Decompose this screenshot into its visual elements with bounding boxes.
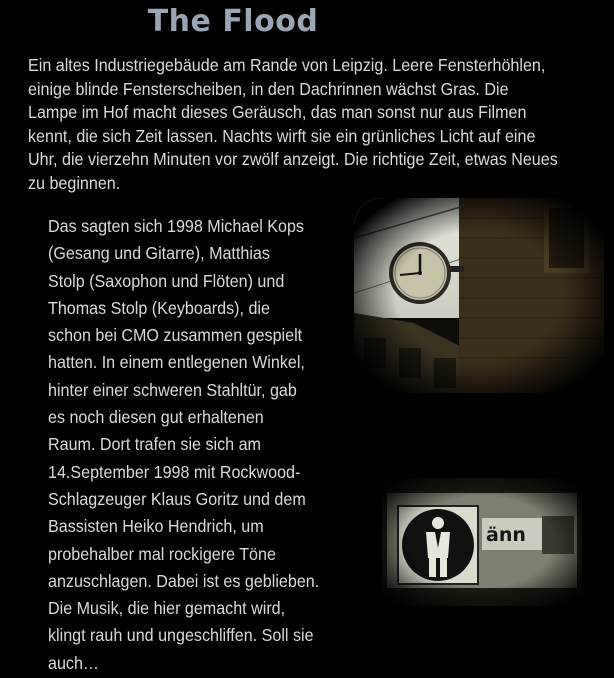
story-line: schon bei CMO zusammen gespielt (48, 325, 303, 346)
story-line: probehalber mal rockigere Töne (48, 543, 276, 564)
page-title: The Flood (147, 4, 319, 39)
story-line: 14.September 1998 mit Rockwood- (48, 461, 301, 482)
story-line: Stolp (Saxophon und Flöten) und (48, 270, 285, 291)
story-line: auch… (48, 652, 100, 673)
story-line: Bassisten Heiko Hendrich, um (48, 516, 264, 537)
door-sign-photo (382, 478, 582, 606)
story-line: klingt rauh und ungeschliffen. Soll sie (48, 625, 314, 646)
clock-photo (354, 198, 604, 393)
story-line: Raum. Dort trafen sie sich am (48, 434, 261, 455)
story-line: hatten. In einem entlegenen Winkel, (48, 352, 305, 373)
story-line: hinter einer schweren Stahltür, gab (48, 379, 297, 400)
story-line: Thomas Stolp (Keyboards), die (48, 297, 270, 318)
story-line: es noch diesen gut erhaltenen (48, 407, 264, 428)
story-line: anzuschlagen. Dabei ist es geblieben. (48, 570, 320, 591)
story-line: (Gesang und Gitarre), Matthias (48, 243, 270, 264)
story-paragraph (48, 213, 342, 677)
clock-image (354, 198, 604, 393)
story-line: Die Musik, die hier gemacht wird, (48, 598, 286, 619)
story-line: Das sagten sich 1998 Michael Kops (48, 216, 304, 236)
intro-paragraph: Ein altes Industriegebäude am Rande von Leipzig. Leere Fensterhöhlen, einige blinde Fensterscheiben, in den Dachrinnen wächst Gras. Die Lampe im Hof macht dieses Geräusch, das man sonst nur aus Filmen kennt, die sich Zeit lassen. Nachts wirft sie ein grünliches Licht auf eine Uhr, die vierzehn Minuten vor zwölf anzeigt. Die richtige Zeit, etwas Neues zu beginnen. (28, 55, 558, 193)
door-sign-image (382, 478, 582, 606)
story-line: Schlagzeuger Klaus Goritz und dem (48, 488, 306, 509)
